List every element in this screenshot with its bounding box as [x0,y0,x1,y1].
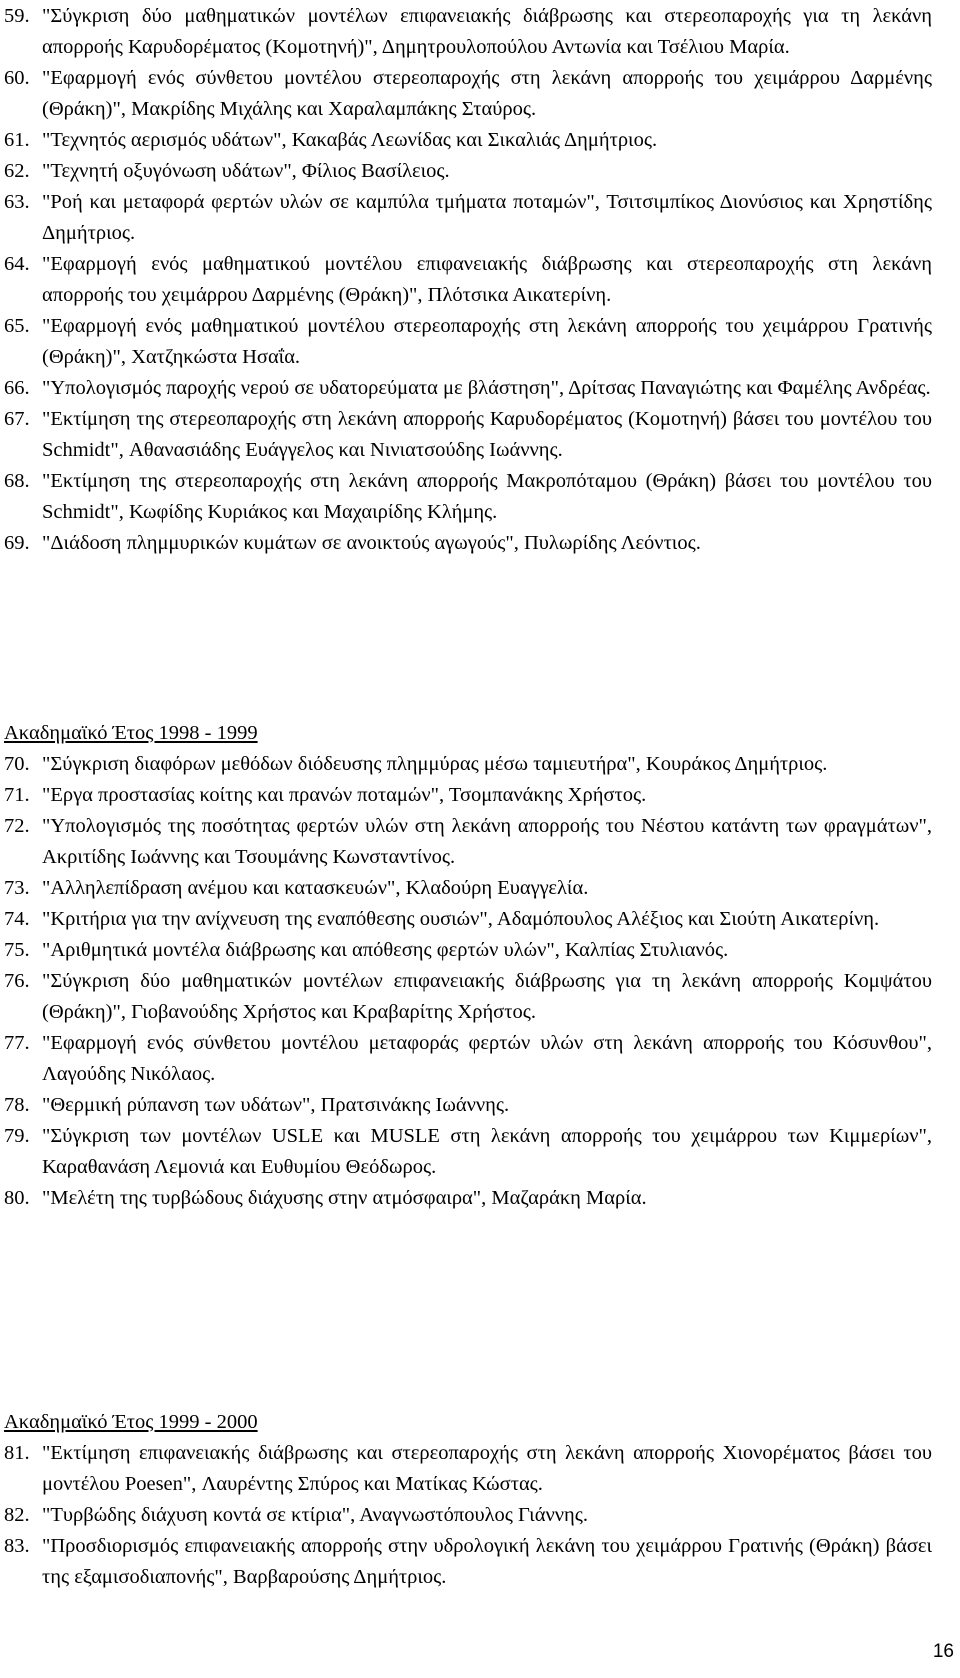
item-text: "Εκτίμηση της στερεοπαροχής στη λεκάνη απορροής Μακροπόταμου (Θράκη) βάσει του μοντέλου του Schmidt", Κωφίδης Κυριάκος και Μαχαιρίδης Κλήμης. [42,470,932,523]
item-text: "Εφαρμογή ενός σύνθετου μοντέλου στερεοπαροχής στη λεκάνη απορροής του χειμάρρου Δαρμένης (Θράκη)", Μακρίδης Μιχάλης και Χαραλαμπάκης Σταύρος. [42,67,932,120]
item-number: 73. [4,877,30,899]
item-text: "Εφαρμογή ενός μαθηματικού μοντέλου επιφανειακής διάβρωσης και στερεοπαροχής στη λεκάνη απορροής του χειμάρρου Δαρμένης (Θράκη)", Πλότσικα Αικατερίνη. [42,253,932,306]
list-item [4,1531,932,1593]
item-number: 71. [4,784,30,806]
item-text: "Τεχνητή οξυγόνωση υδάτων", Φίλιος Βασίλειος. [42,160,450,182]
item-text: "Ροή και μεταφορά φερτών υλών σε καμπύλα τμήματα ποταμών", Τσιτσιμπίκος Διονύσιος και Χρηστίδης Δημήτριος. [42,191,932,244]
item-number: 70. [4,753,30,775]
list-item [4,1438,932,1500]
item-text: "Τυρβώδης διάχυση κοντά σε κτίρια", Αναγνωστόπουλος Γιάννης. [42,1504,588,1526]
item-number: 74. [4,908,30,930]
item-number: 67. [4,408,30,430]
item-text: "Τεχνητός αερισμός υδάτων", Κακαβάς Λεωνίδας και Σικαλιάς Δημήτριος. [42,129,658,151]
list-item [4,1121,932,1183]
item-text: "Εκτίμηση της στερεοπαροχής στη λεκάνη απορροής Καρυδορέματος (Κομοτηνή) βάσει του μοντέλου του Schmidt", Αθανασιάδης Ευάγγελος και Νινιατσούδης Ιωάννης. [42,408,932,461]
item-number: 76. [4,970,30,992]
item-number: 65. [4,315,30,337]
item-number: 60. [4,67,30,89]
list-item [4,466,932,528]
item-text: "Μελέτη της τυρβώδους διάχυσης στην ατμόσφαιρα", Μαζαράκη Μαρία. [42,1187,647,1209]
list-item [4,1183,932,1214]
list-item [4,873,932,904]
item-text: "Εργα προστασίας κοίτης και πρανών ποταμών", Τσομπανάκης Χρήστος. [42,784,647,806]
list-item [4,1500,932,1531]
list-item [4,1090,932,1121]
item-text: "Σύγκριση των μοντέλων USLE και MUSLE στη λεκάνη απορροής του χειμάρρου των Κιμμερίων", Καραθανάση Λεμονιά και Ευθυμίου Θεόδωρος. [42,1125,932,1178]
item-number: 83. [4,1535,30,1557]
page-number: 16 [932,1641,954,1662]
item-number: 72. [4,815,30,837]
list-item [4,935,932,966]
item-text: "Σύγκριση δύο μαθηματικών μοντέλων επιφανειακής διάβρωσης για τη λεκάνη απορροής Κομψάτου (Θράκη)", Γιοβανούδης Χρήστος και Κραβαρίτης Χρήστος. [42,970,932,1023]
item-number: 62. [4,160,30,182]
item-number: 81. [4,1442,30,1464]
list-item [4,63,932,125]
item-text: "Υπολογισμός της ποσότητας φερτών υλών στη λεκάνη απορροής του Νέστου κατάντη των φραγμάτων", Ακριτίδης Ιωάννης και Τσουμάνης Κωνσταντίνος. [42,815,932,868]
list-item [4,1,932,63]
section-1998-1999 [4,718,932,1214]
item-text: "Εκτίμηση επιφανειακής διάβρωσης και στερεοπαροχής στη λεκάνη απορροής Χιονορέματος βάσει του μοντέλου Poesen", Λαυρέντης Σπύρος και Ματίκας Κώστας. [42,1442,932,1495]
list-item [4,1028,932,1090]
item-text: "Θερμική ρύπανση των υδάτων", Πρατσινάκης Ιωάννης. [42,1094,510,1116]
list-item [4,311,932,373]
list-item [4,749,932,780]
item-text: "Αλληλεπίδραση ανέμου και κατασκευών", Κλαδούρη Ευαγγελία. [42,877,589,899]
list-item [4,125,932,156]
item-number: 78. [4,1094,30,1116]
section-heading: Ακαδημαϊκό Έτος 1999 - 2000 [4,1411,258,1433]
section-heading: Ακαδημαϊκό Έτος 1998 - 1999 [4,722,258,744]
item-text: "Κριτήρια για την ανίχνευση της εναπόθεσης ουσιών", Αδαμόπουλος Αλέξιος και Σιούτη Αικατερίνη. [42,908,880,930]
list-item [4,373,932,404]
item-text: "Υπολογισμός παροχής νερού σε υδατορεύματα με βλάστηση", Δρίτσας Παναγιώτης και Φαμέλης Ανδρέας. [42,377,931,399]
item-number: 63. [4,191,30,213]
item-text: "Εφαρμογή ενός μαθηματικού μοντέλου στερεοπαροχής στη λεκάνη απορροής του χειμάρρου Γρατινής (Θράκη)", Χατζηκώστα Ησαΐα. [42,315,932,368]
list-item [4,811,932,873]
item-number: 59. [4,5,30,27]
item-number: 64. [4,253,30,275]
list-item [4,966,932,1028]
item-number: 68. [4,470,30,492]
item-text: "Αριθμητικά μοντέλα διάβρωσης και απόθεσης φερτών υλών", Καλπίας Στυλιανός. [42,939,729,961]
item-text: "Σύγκριση δύο μαθηματικών μοντέλων επιφανειακής διάβρωσης και στερεοπαροχής για τη λεκάνη απορροής Καρυδορέματος (Κομοτηνή)", Δημητρουλοπούλου Αντωνία και Τσέλιου Μαρία. [42,5,932,58]
item-number: 66. [4,377,30,399]
item-text: "Διάδοση πλημμυρικών κυμάτων σε ανοικτούς αγωγούς", Πυλωρίδης Λεόντιος. [42,532,701,554]
list-item [4,156,932,187]
item-number: 77. [4,1032,30,1054]
item-text: "Προσδιορισμός επιφανειακής απορροής στην υδρολογική λεκάνη του χειμάρρου Γρατινής (Θράκη) βάσει της εξαμισοδιαπονής", Βαρβαρούσης Δημήτριος. [42,1535,932,1588]
list-item [4,904,932,935]
item-number: 61. [4,129,30,151]
item-text: "Εφαρμογή ενός σύνθετου μοντέλου μεταφοράς φερτών υλών στη λεκάνη απορροής του Κόσυνθου", Λαγούδης Νικόλαος. [42,1032,932,1085]
item-number: 69. [4,532,30,554]
list-item [4,404,932,466]
list-item [4,187,932,249]
list-item [4,249,932,311]
item-number: 82. [4,1504,30,1526]
entry-list-1 [4,1,932,559]
item-number: 80. [4,1187,30,1209]
item-number: 79. [4,1125,30,1147]
list-item [4,528,932,559]
section-1999-2000 [4,1407,932,1593]
item-number: 75. [4,939,30,961]
list-item [4,780,932,811]
item-text: "Σύγκριση διαφόρων μεθόδων διόδευσης πλημμύρας μέσω ταμιευτήρα", Κουράκος Δημήτριος. [42,753,828,775]
